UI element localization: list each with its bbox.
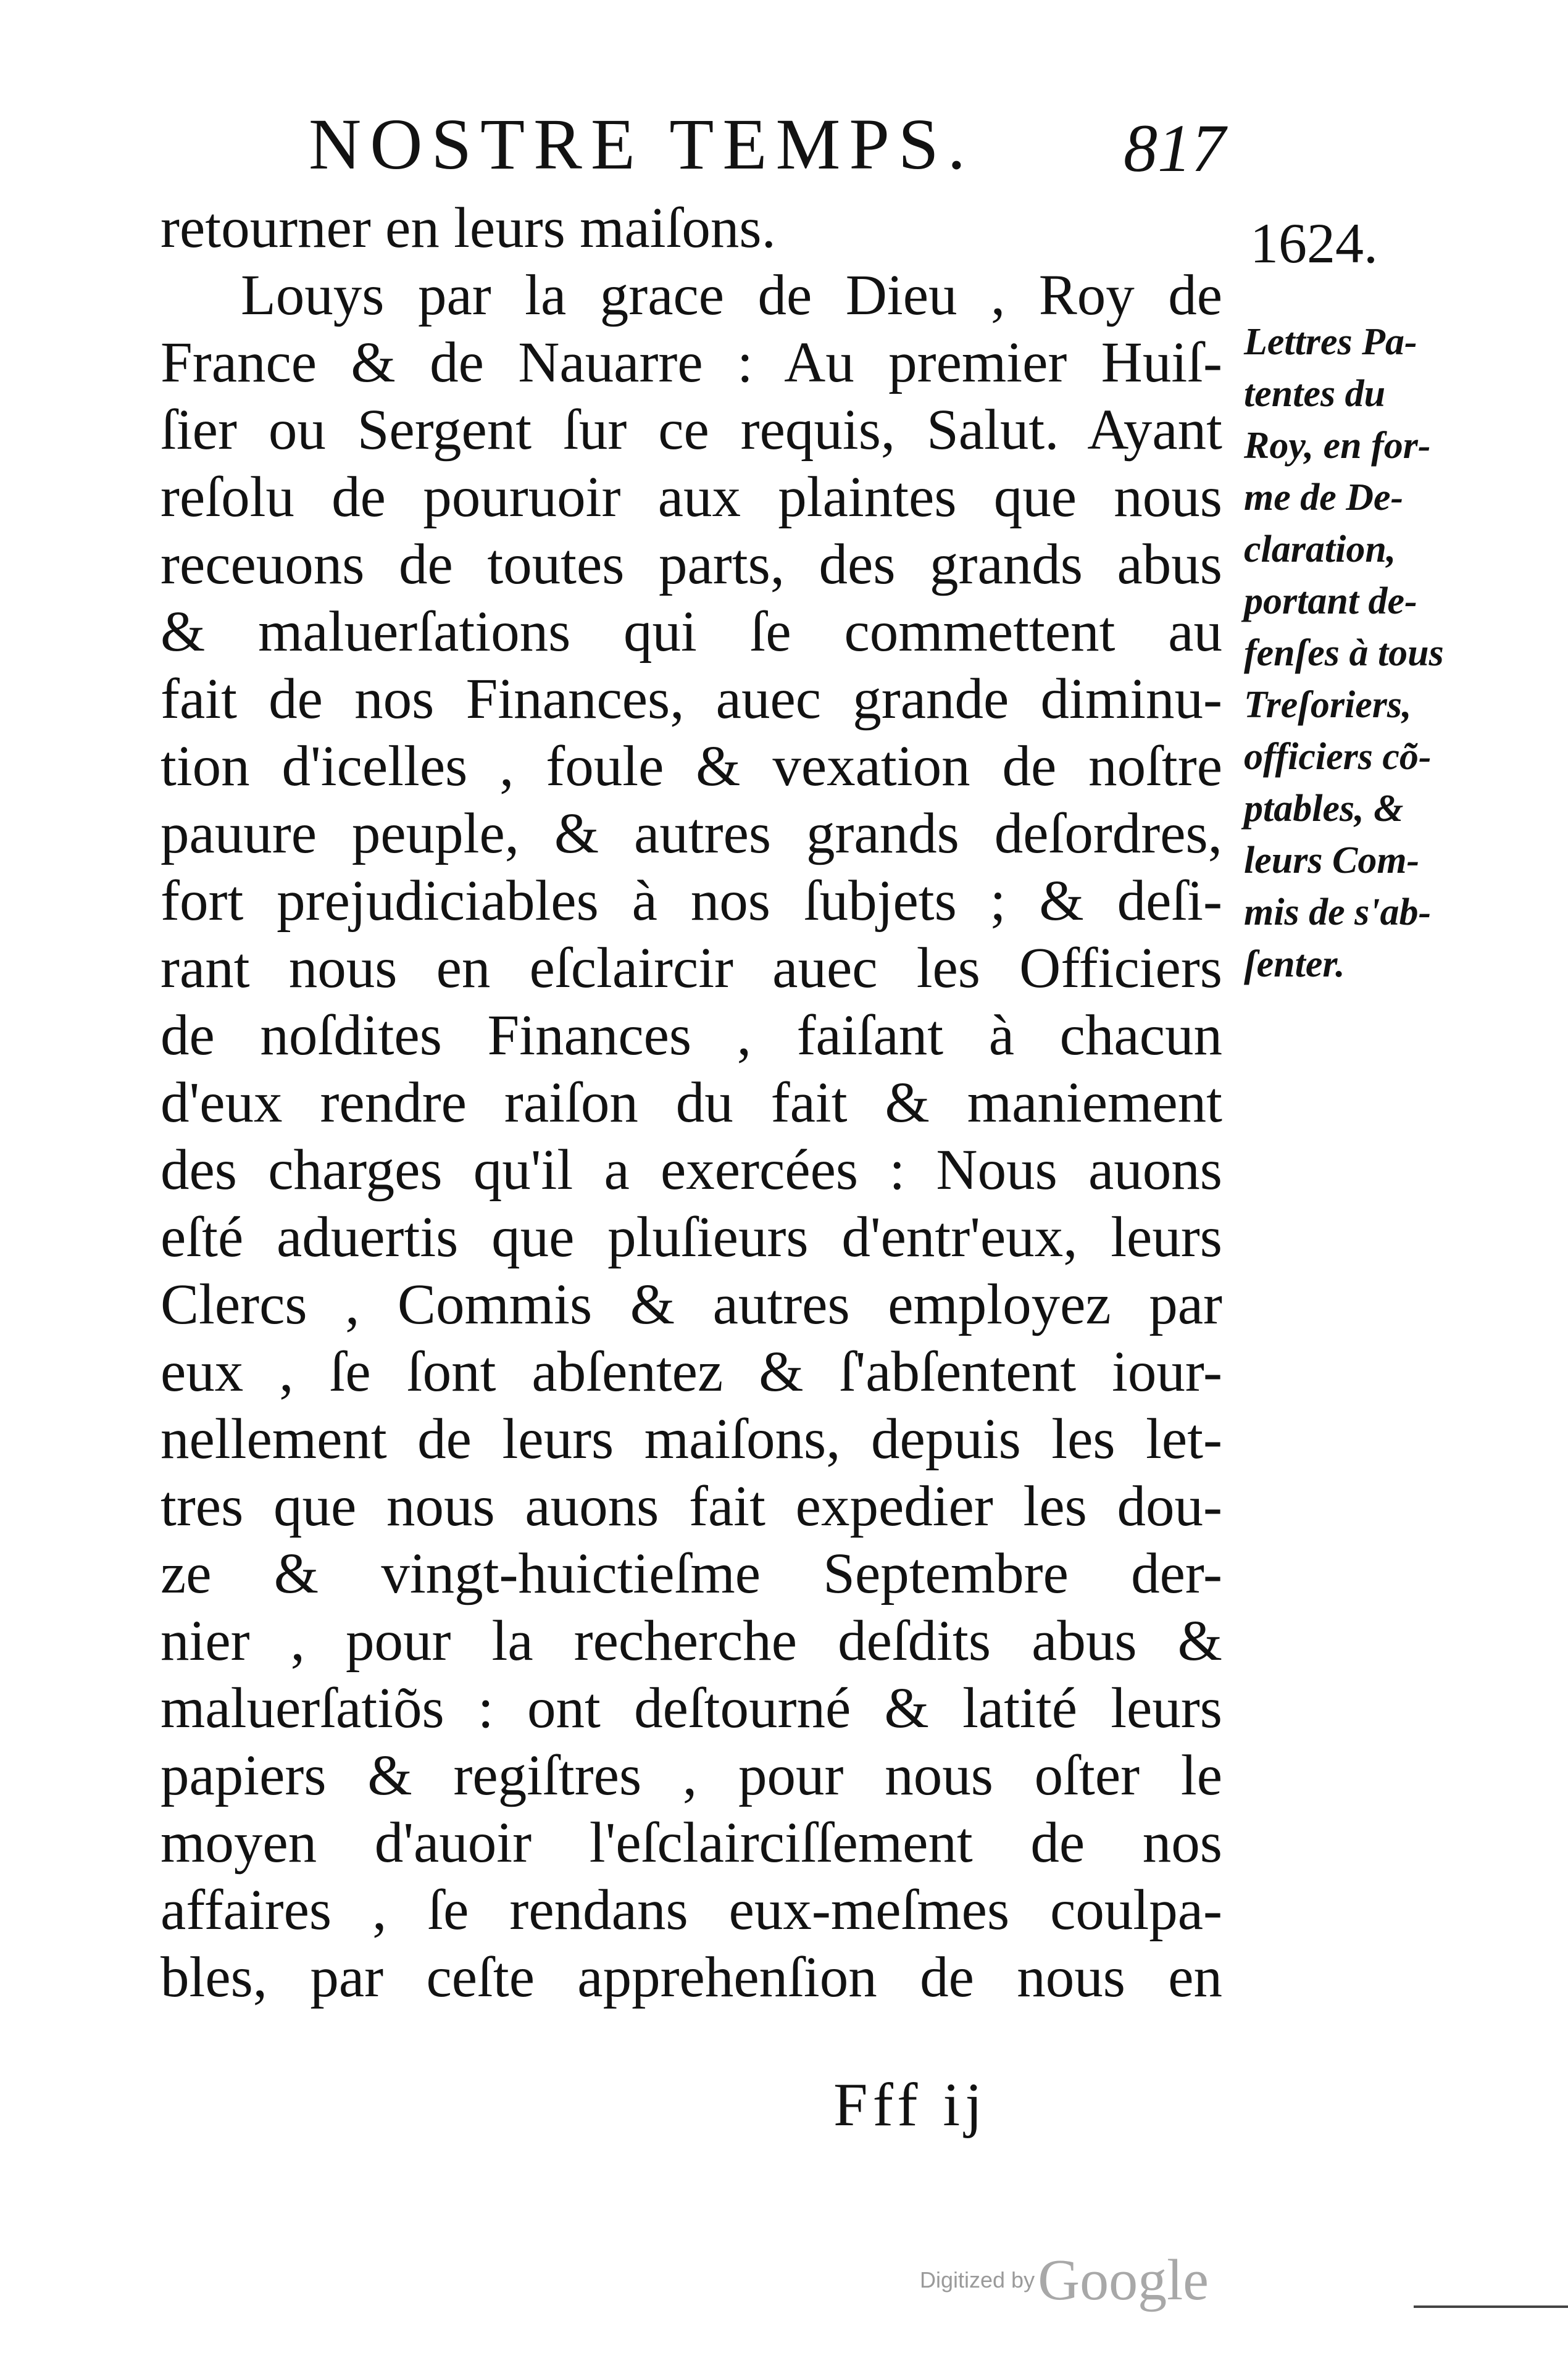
text-line: d'eux rendre raiſon du fait & maniement: [161, 1071, 1222, 1135]
marginal-line: ſenter.: [1244, 943, 1345, 985]
text-line: papiers & regiſtres , pour nous oſter le: [161, 1744, 1222, 1807]
page-number: 817: [1124, 110, 1225, 186]
year-marginal: 1624.: [1250, 212, 1378, 275]
text-line: nier , pour la recherche deſdits abus &: [161, 1609, 1222, 1673]
text-line: Louys par la grace de Dieu , Roy de: [241, 264, 1222, 327]
text-line: ſier ou Sergent ſur ce requis, Salut. Ayant: [161, 398, 1222, 462]
text-line: receuons de toutes parts, des grands abus: [161, 533, 1222, 596]
text-line: France & de Nauarre : Au premier Huiſ-: [161, 331, 1222, 394]
marginal-line: Treſoriers,: [1244, 684, 1412, 726]
marginal-line: Lettres Pa-: [1244, 321, 1417, 363]
text-line: des charges qu'il a exercées : Nous auons: [161, 1138, 1222, 1202]
text-line: tres que nous auons fait expedier les dou-: [161, 1475, 1222, 1538]
edge-rule: [1414, 2305, 1568, 2308]
text-line: & maluerſations qui ſe commettent au: [161, 600, 1222, 664]
running-head: NOSTRE TEMPS.: [309, 104, 975, 185]
text-line: rant nous en eſclaircir auec les Officiers: [161, 936, 1222, 1000]
text-line: ze & vingt-huictieſme Septembre der-: [161, 1542, 1222, 1605]
marginal-line: tentes du: [1244, 373, 1386, 415]
marginal-line: officiers cõ-: [1244, 736, 1432, 778]
marginal-line: fenſes à tous: [1244, 632, 1444, 674]
text-line: de noſdites Finances , faiſant à chacun: [161, 1004, 1222, 1067]
marginal-line: Roy, en for-: [1244, 425, 1431, 467]
text-line: tion d'icelles , foule & vexation de noſtre: [161, 735, 1222, 798]
text-line: affaires , ſe rendans eux-meſmes coulpa-: [161, 1878, 1222, 1942]
text-line: eſté aduertis que pluſieurs d'entr'eux, leurs: [161, 1206, 1222, 1269]
text-line: retourner en leurs maiſons.: [161, 196, 776, 260]
marginal-line: mis de s'ab-: [1244, 891, 1432, 933]
text-line: nellement de leurs maiſons, depuis les let-: [161, 1407, 1222, 1471]
text-line: fait de nos Finances, auec grande diminu-: [161, 667, 1222, 731]
text-line: pauure peuple, & autres grands deſordres,: [161, 802, 1222, 865]
digitized-watermark: [920, 2247, 1209, 2313]
text-line: reſolu de pouruoir aux plaintes que nous: [161, 465, 1222, 529]
text-line: maluerſatiõs : ont deſtourné & latité leurs: [161, 1676, 1222, 1740]
marginal-line: me de De-: [1244, 477, 1404, 518]
text-line: bles, par ceſte apprehenſion de nous en: [161, 1946, 1222, 2009]
text-line: Clercs , Commis & autres employez par: [161, 1273, 1222, 1336]
marginal-line: leurs Com-: [1244, 839, 1420, 881]
marginal-line: claration,: [1244, 528, 1396, 570]
marginal-line: portant de-: [1244, 580, 1417, 622]
body-text: [161, 194, 1222, 2011]
text-line: eux , ſe ſont abſentez & ſ'abſentent iour-: [161, 1340, 1222, 1404]
signature-mark: Fff ij: [833, 2070, 987, 2139]
marginal-note: [1244, 316, 1478, 990]
text-line: moyen d'auoir l'eſclairciſſement de nos: [161, 1811, 1222, 1875]
marginal-line: ptables, &: [1244, 788, 1404, 830]
text-line: fort prejudiciables à nos ſubjets ; & deſi-: [161, 869, 1222, 933]
google-logo: Google: [1038, 2248, 1209, 2312]
watermark-prefix: Digitized by: [920, 2267, 1035, 2293]
